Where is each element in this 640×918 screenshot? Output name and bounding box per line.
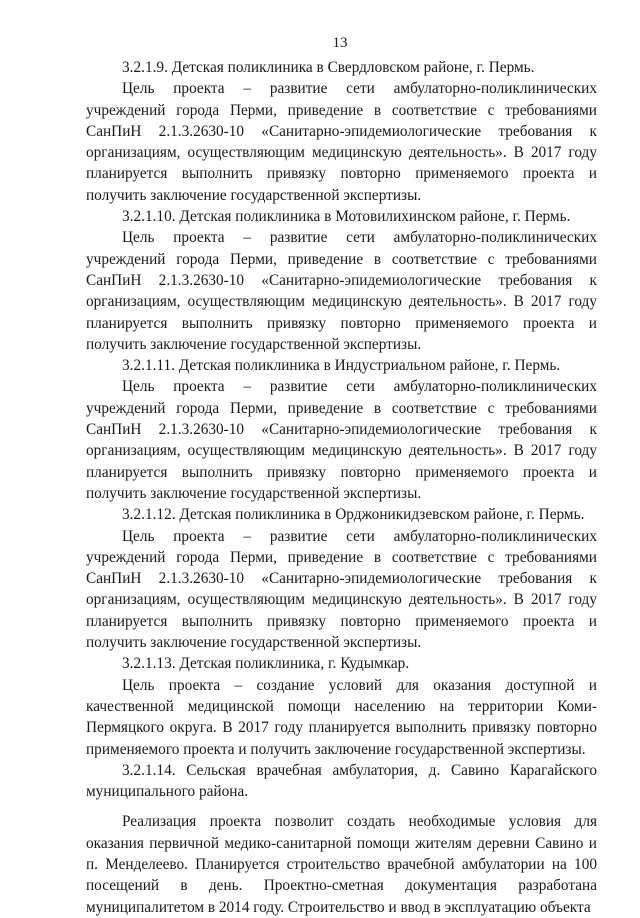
section-paragraph: Цель проекта – развитие сети амбулаторно-поликлинических учреждений города Перми, приведение в соответствие с требованиями СанПиН 2.1.3.2630-10 «Санитарно-эпидемиологические требования к организациям, осуществляющим медицинскую деятельность». В 2017 году планируется выполнить привязку повторно применяемого проекта и получить заключение государственной экспертизы.: [86, 229, 597, 353]
section-paragraph: Реализация проекта позволит создать необходимые условия для оказания первичной медико-санитарной помощи жителям деревни Савино и п. Менделеево. Планируется строительство врачебной амбулатории на 100 посещений в день. Проектно-сметная документация разработана муниципалитетом в 2014 году. Строительство и ввод в эксплуатацию объекта: [86, 813, 597, 916]
section-paragraph: Цель проекта – развитие сети амбулаторно-поликлинических учреждений города Перми, приведение в соответствие с требованиями СанПиН 2.1.3.2630-10 «Санитарно-эпидемиологические требования к организациям, осуществляющим медицинскую деятельность». В 2017 году планируется выполнить привязку повторно применяемого проекта и получить заключение государственной экспертизы.: [86, 378, 597, 502]
section-heading: 3.2.1.9. Детская поликлиника в Свердловском районе, г. Пермь.: [122, 59, 535, 76]
section-heading: 3.2.1.13. Детская поликлиника, г. Кудымкар.: [122, 655, 410, 673]
section-paragraph: Цель проекта – развитие сети амбулаторно-поликлинических учреждений города Перми, приведение в соответствие с требованиями СанПиН 2.1.3.2630-10 «Санитарно-эпидемиологические требования к организациям, осуществляющим медицинскую деятельность». В 2017 году планируется выполнить привязку повторно применяемого проекта и получить заключение государственной экспертизы.: [86, 80, 597, 204]
section-paragraph: Цель проекта – развитие сети амбулаторно-поликлинических учреждений города Перми, приведение в соответствие с требованиями СанПиН 2.1.3.2630-10 «Санитарно-эпидемиологические требования к организациям, осуществляющим медицинскую деятельность». В 2017 году планируется выполнить привязку повторно применяемого проекта и получить заключение государственной экспертизы.: [86, 527, 597, 652]
section-paragraph: Цель проекта – создание условий для оказания доступной и качественной медицинской помощи населению на территории Коми-Пермяцкого округа. В 2017 году планируется выполнить привязку повторно применяемого проекта и получить заключение государственной экспертизы.: [86, 676, 597, 758]
page-number: 13: [332, 35, 348, 51]
section-heading: 3.2.1.11. Детская поликлиника в Индустриальном районе, г. Пермь.: [122, 357, 561, 375]
document-body: [86, 57, 597, 918]
section-heading: 3.2.1.10. Детская поликлиника в Мотовилихинском районе, г. Пермь.: [122, 208, 571, 226]
section-heading: 3.2.1.12. Детская поликлиника в Орджоникидзевском районе, г. Пермь.: [122, 506, 585, 524]
section-heading: 3.2.1.14. Сельская врачебная амбулатория, д. Савино Карагайского муниципального района.: [86, 761, 597, 801]
